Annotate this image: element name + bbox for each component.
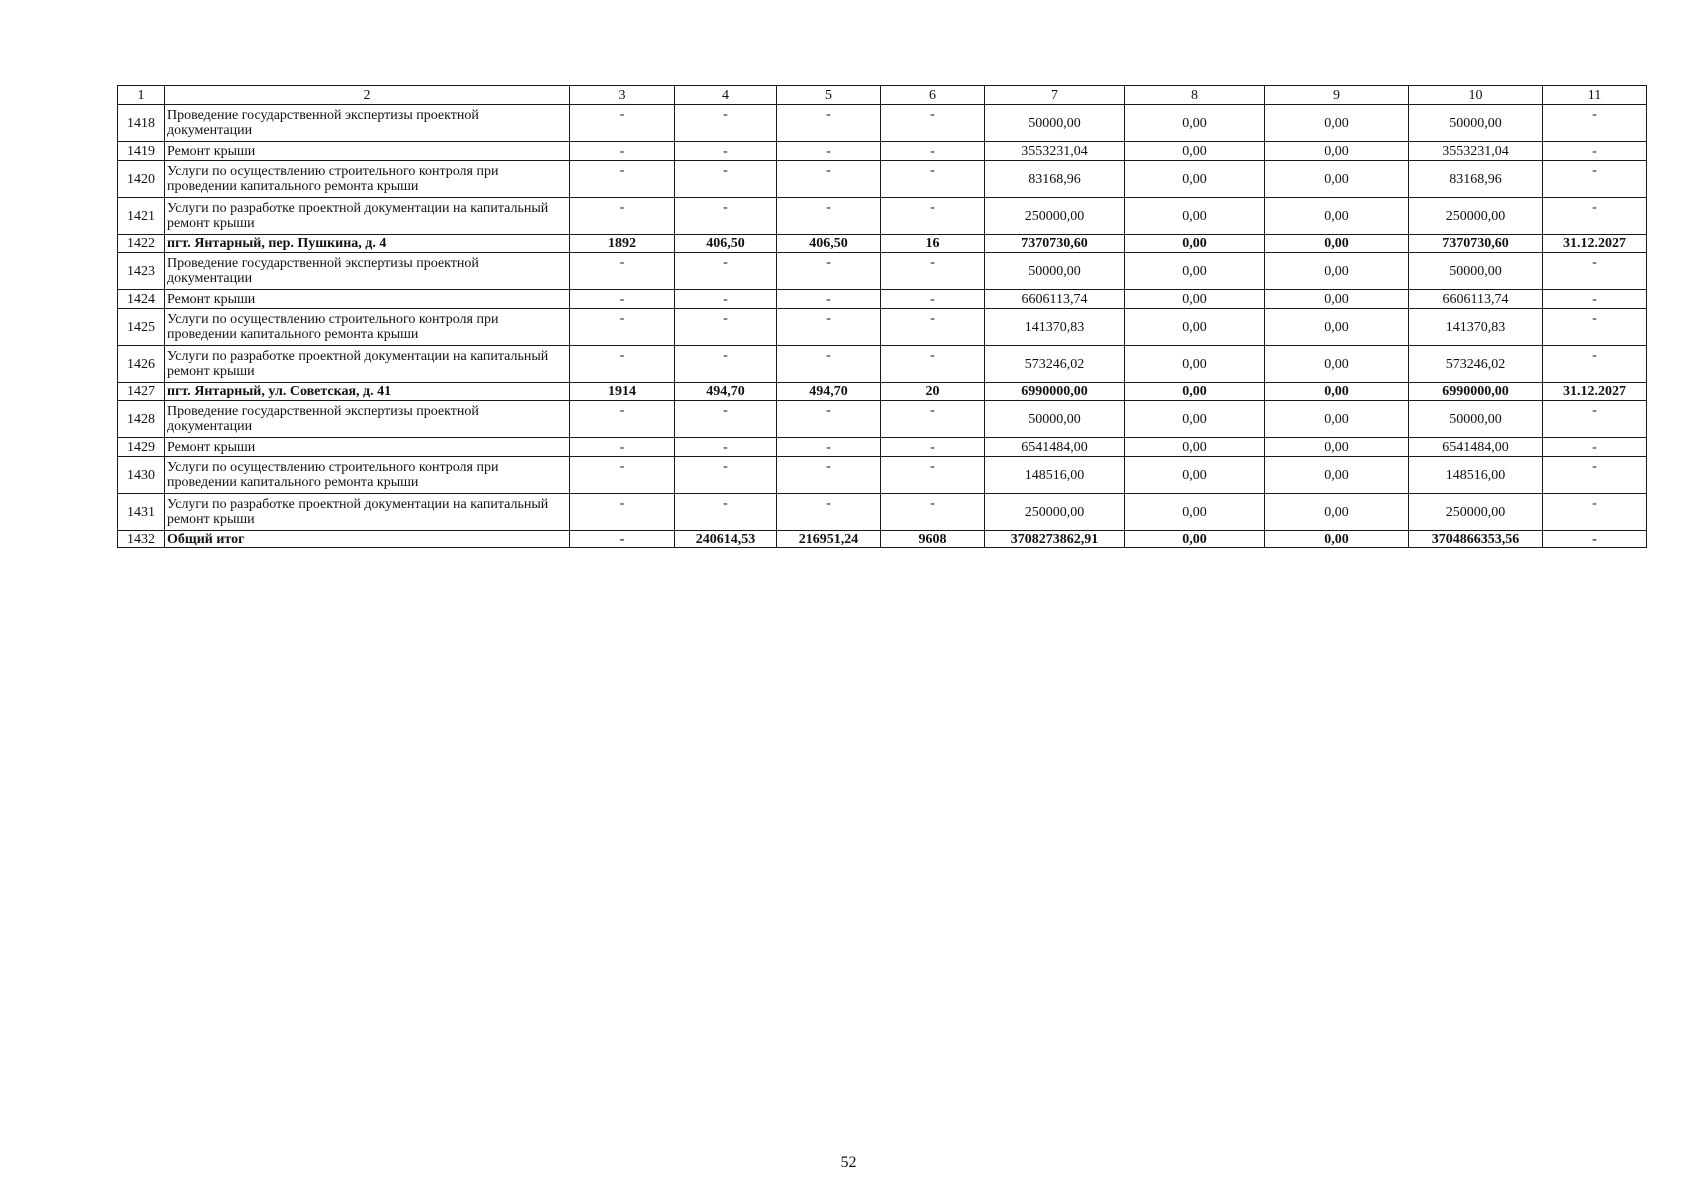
cell-col6: - xyxy=(881,290,985,309)
cell-col5: - xyxy=(777,401,881,438)
column-header: 2 xyxy=(165,86,570,105)
cell-col11: - xyxy=(1543,457,1647,494)
cell-col7: 141370,83 xyxy=(985,309,1125,346)
row-number: 1429 xyxy=(118,438,165,457)
cell-col11: - xyxy=(1543,309,1647,346)
cell-col7: 6990000,00 xyxy=(985,383,1125,401)
row-number: 1430 xyxy=(118,457,165,494)
cell-col10: 7370730,60 xyxy=(1409,235,1543,253)
cell-col3: - xyxy=(570,346,675,383)
cell-col6: - xyxy=(881,309,985,346)
column-header: 9 xyxy=(1265,86,1409,105)
cell-col9: 0,00 xyxy=(1265,383,1409,401)
table-row xyxy=(118,105,1647,142)
cell-col6: - xyxy=(881,457,985,494)
cell-col7: 3553231,04 xyxy=(985,142,1125,161)
cell-col5: 406,50 xyxy=(777,235,881,253)
cell-col4: - xyxy=(675,198,777,235)
work-description: Услуги по разработке проектной документации на капитальный ремонт крыши xyxy=(165,346,570,383)
cell-col4: - xyxy=(675,438,777,457)
cell-col9: 0,00 xyxy=(1265,142,1409,161)
cell-col3: - xyxy=(570,494,675,531)
cell-col7: 7370730,60 xyxy=(985,235,1125,253)
cell-col6: - xyxy=(881,105,985,142)
cell-col3: - xyxy=(570,401,675,438)
table-row xyxy=(118,253,1647,290)
cell-col5: - xyxy=(777,142,881,161)
cell-col6: - xyxy=(881,142,985,161)
table-row xyxy=(118,142,1647,161)
cell-col5: - xyxy=(777,346,881,383)
cell-col5: - xyxy=(777,438,881,457)
cell-col8: 0,00 xyxy=(1125,494,1265,531)
table-row xyxy=(118,457,1647,494)
cell-col10: 50000,00 xyxy=(1409,253,1543,290)
completion-date: 31.12.2027 xyxy=(1543,235,1647,253)
cell-col9: 0,00 xyxy=(1265,198,1409,235)
cell-col3: - xyxy=(570,105,675,142)
cell-col5: - xyxy=(777,290,881,309)
cell-col11: - xyxy=(1543,494,1647,531)
cell-col6: - xyxy=(881,198,985,235)
work-description: Услуги по осуществлению строительного контроля при проведении капитального ремонта крыши xyxy=(165,309,570,346)
cell-col3: - xyxy=(570,198,675,235)
column-header: 11 xyxy=(1543,86,1647,105)
cell-col9: 0,00 xyxy=(1265,531,1409,548)
cell-col5: - xyxy=(777,457,881,494)
cell-col7: 6606113,74 xyxy=(985,290,1125,309)
cell-col4: - xyxy=(675,457,777,494)
cell-col3: - xyxy=(570,531,675,548)
cell-col6: - xyxy=(881,253,985,290)
cell-col7: 50000,00 xyxy=(985,401,1125,438)
cell-col7: 250000,00 xyxy=(985,198,1125,235)
work-description: Услуги по осуществлению строительного контроля при проведении капитального ремонта крыши xyxy=(165,161,570,198)
row-number: 1423 xyxy=(118,253,165,290)
table-row xyxy=(118,161,1647,198)
cell-col11: - xyxy=(1543,161,1647,198)
table-row xyxy=(118,401,1647,438)
cell-col8: 0,00 xyxy=(1125,346,1265,383)
table-row xyxy=(118,438,1647,457)
cell-col8: 0,00 xyxy=(1125,309,1265,346)
cell-col11: - xyxy=(1543,346,1647,383)
cell-col4: - xyxy=(675,346,777,383)
cell-col7: 3708273862,91 xyxy=(985,531,1125,548)
column-header: 8 xyxy=(1125,86,1265,105)
column-header: 5 xyxy=(777,86,881,105)
cell-col3: - xyxy=(570,161,675,198)
row-number: 1431 xyxy=(118,494,165,531)
cell-col5: - xyxy=(777,198,881,235)
cell-col8: 0,00 xyxy=(1125,531,1265,548)
cell-col7: 83168,96 xyxy=(985,161,1125,198)
cell-col6: 9608 xyxy=(881,531,985,548)
cell-col9: 0,00 xyxy=(1265,309,1409,346)
row-number: 1418 xyxy=(118,105,165,142)
cell-col10: 250000,00 xyxy=(1409,494,1543,531)
cell-col8: 0,00 xyxy=(1125,253,1265,290)
column-header: 6 xyxy=(881,86,985,105)
cell-col7: 50000,00 xyxy=(985,253,1125,290)
cell-col8: 0,00 xyxy=(1125,457,1265,494)
cell-col11: - xyxy=(1543,105,1647,142)
cell-col6: 16 xyxy=(881,235,985,253)
row-number: 1425 xyxy=(118,309,165,346)
cell-col10: 6606113,74 xyxy=(1409,290,1543,309)
cell-col6: 20 xyxy=(881,383,985,401)
cell-col7: 250000,00 xyxy=(985,494,1125,531)
cell-col4: - xyxy=(675,253,777,290)
cell-col4: - xyxy=(675,290,777,309)
row-number: 1428 xyxy=(118,401,165,438)
cell-col9: 0,00 xyxy=(1265,401,1409,438)
cell-col8: 0,00 xyxy=(1125,161,1265,198)
cell-col5: 216951,24 xyxy=(777,531,881,548)
row-number: 1427 xyxy=(118,383,165,401)
table-row xyxy=(118,346,1647,383)
completion-date: 31.12.2027 xyxy=(1543,383,1647,401)
cell-col11: - xyxy=(1543,401,1647,438)
cell-col11: - xyxy=(1543,531,1647,548)
cell-col9: 0,00 xyxy=(1265,494,1409,531)
work-description: Ремонт крыши xyxy=(165,290,570,309)
cell-col9: 0,00 xyxy=(1265,438,1409,457)
cell-col10: 573246,02 xyxy=(1409,346,1543,383)
row-number: 1432 xyxy=(118,531,165,548)
building-address: пгт. Янтарный, ул. Советская, д. 41 xyxy=(165,383,570,401)
cell-col9: 0,00 xyxy=(1265,290,1409,309)
table-row xyxy=(118,494,1647,531)
cell-col4: - xyxy=(675,494,777,531)
cell-col10: 83168,96 xyxy=(1409,161,1543,198)
cell-col10: 141370,83 xyxy=(1409,309,1543,346)
cell-col10: 50000,00 xyxy=(1409,105,1543,142)
cell-col11: - xyxy=(1543,290,1647,309)
cell-col5: - xyxy=(777,161,881,198)
cell-col3: - xyxy=(570,290,675,309)
work-description: Проведение государственной экспертизы проектной документации xyxy=(165,253,570,290)
column-header: 1 xyxy=(118,86,165,105)
work-description: Услуги по осуществлению строительного контроля при проведении капитального ремонта крыши xyxy=(165,457,570,494)
table-row xyxy=(118,198,1647,235)
building-address: пгт. Янтарный, пер. Пушкина, д. 4 xyxy=(165,235,570,253)
cell-col5: 494,70 xyxy=(777,383,881,401)
work-description: Проведение государственной экспертизы проектной документации xyxy=(165,105,570,142)
cell-col4: - xyxy=(675,401,777,438)
cell-col6: - xyxy=(881,494,985,531)
cell-col10: 6541484,00 xyxy=(1409,438,1543,457)
cell-col3: - xyxy=(570,309,675,346)
cell-col6: - xyxy=(881,161,985,198)
cell-col11: - xyxy=(1543,253,1647,290)
column-header: 4 xyxy=(675,86,777,105)
cell-col4: - xyxy=(675,142,777,161)
cell-col10: 6990000,00 xyxy=(1409,383,1543,401)
cell-col5: - xyxy=(777,105,881,142)
cell-col4: - xyxy=(675,105,777,142)
grand-total-label: Общий итог xyxy=(165,531,570,548)
row-number: 1424 xyxy=(118,290,165,309)
column-header: 7 xyxy=(985,86,1125,105)
cell-col4: 494,70 xyxy=(675,383,777,401)
cell-col6: - xyxy=(881,346,985,383)
cell-col5: - xyxy=(777,253,881,290)
column-header: 10 xyxy=(1409,86,1543,105)
cell-col8: 0,00 xyxy=(1125,142,1265,161)
cell-col5: - xyxy=(777,494,881,531)
grand-total-row xyxy=(118,531,1647,548)
cell-col4: - xyxy=(675,309,777,346)
cell-col3: - xyxy=(570,457,675,494)
cell-col3: 1914 xyxy=(570,383,675,401)
row-number: 1419 xyxy=(118,142,165,161)
row-number: 1421 xyxy=(118,198,165,235)
cell-col8: 0,00 xyxy=(1125,438,1265,457)
work-description: Услуги по разработке проектной документации на капитальный ремонт крыши xyxy=(165,198,570,235)
cell-col9: 0,00 xyxy=(1265,346,1409,383)
cell-col9: 0,00 xyxy=(1265,235,1409,253)
address-row xyxy=(118,235,1647,253)
cell-col3: 1892 xyxy=(570,235,675,253)
cell-col10: 250000,00 xyxy=(1409,198,1543,235)
cell-col4: 240614,53 xyxy=(675,531,777,548)
work-description: Ремонт крыши xyxy=(165,438,570,457)
cell-col8: 0,00 xyxy=(1125,401,1265,438)
table-row xyxy=(118,290,1647,309)
work-description: Ремонт крыши xyxy=(165,142,570,161)
cell-col3: - xyxy=(570,253,675,290)
column-number-header-row xyxy=(118,86,1647,105)
row-number: 1420 xyxy=(118,161,165,198)
work-description: Проведение государственной экспертизы проектной документации xyxy=(165,401,570,438)
cell-col6: - xyxy=(881,438,985,457)
cell-col8: 0,00 xyxy=(1125,235,1265,253)
cell-col4: - xyxy=(675,161,777,198)
cell-col3: - xyxy=(570,438,675,457)
cell-col8: 0,00 xyxy=(1125,198,1265,235)
cell-col10: 3704866353,56 xyxy=(1409,531,1543,548)
row-number: 1426 xyxy=(118,346,165,383)
cell-col7: 50000,00 xyxy=(985,105,1125,142)
cell-col9: 0,00 xyxy=(1265,253,1409,290)
address-row xyxy=(118,383,1647,401)
cell-col6: - xyxy=(881,401,985,438)
cell-col11: - xyxy=(1543,198,1647,235)
capital-repair-table xyxy=(117,85,1647,548)
cell-col10: 3553231,04 xyxy=(1409,142,1543,161)
row-number: 1422 xyxy=(118,235,165,253)
cell-col9: 0,00 xyxy=(1265,105,1409,142)
cell-col4: 406,50 xyxy=(675,235,777,253)
cell-col7: 6541484,00 xyxy=(985,438,1125,457)
cell-col5: - xyxy=(777,309,881,346)
page-number: 52 xyxy=(840,1154,857,1171)
cell-col8: 0,00 xyxy=(1125,383,1265,401)
cell-col10: 50000,00 xyxy=(1409,401,1543,438)
cell-col8: 0,00 xyxy=(1125,290,1265,309)
cell-col7: 573246,02 xyxy=(985,346,1125,383)
cell-col11: - xyxy=(1543,438,1647,457)
cell-col3: - xyxy=(570,142,675,161)
cell-col9: 0,00 xyxy=(1265,161,1409,198)
cell-col11: - xyxy=(1543,142,1647,161)
cell-col10: 148516,00 xyxy=(1409,457,1543,494)
cell-col7: 148516,00 xyxy=(985,457,1125,494)
cell-col9: 0,00 xyxy=(1265,457,1409,494)
table-row xyxy=(118,309,1647,346)
work-description: Услуги по разработке проектной документации на капитальный ремонт крыши xyxy=(165,494,570,531)
cell-col8: 0,00 xyxy=(1125,105,1265,142)
column-header: 3 xyxy=(570,86,675,105)
